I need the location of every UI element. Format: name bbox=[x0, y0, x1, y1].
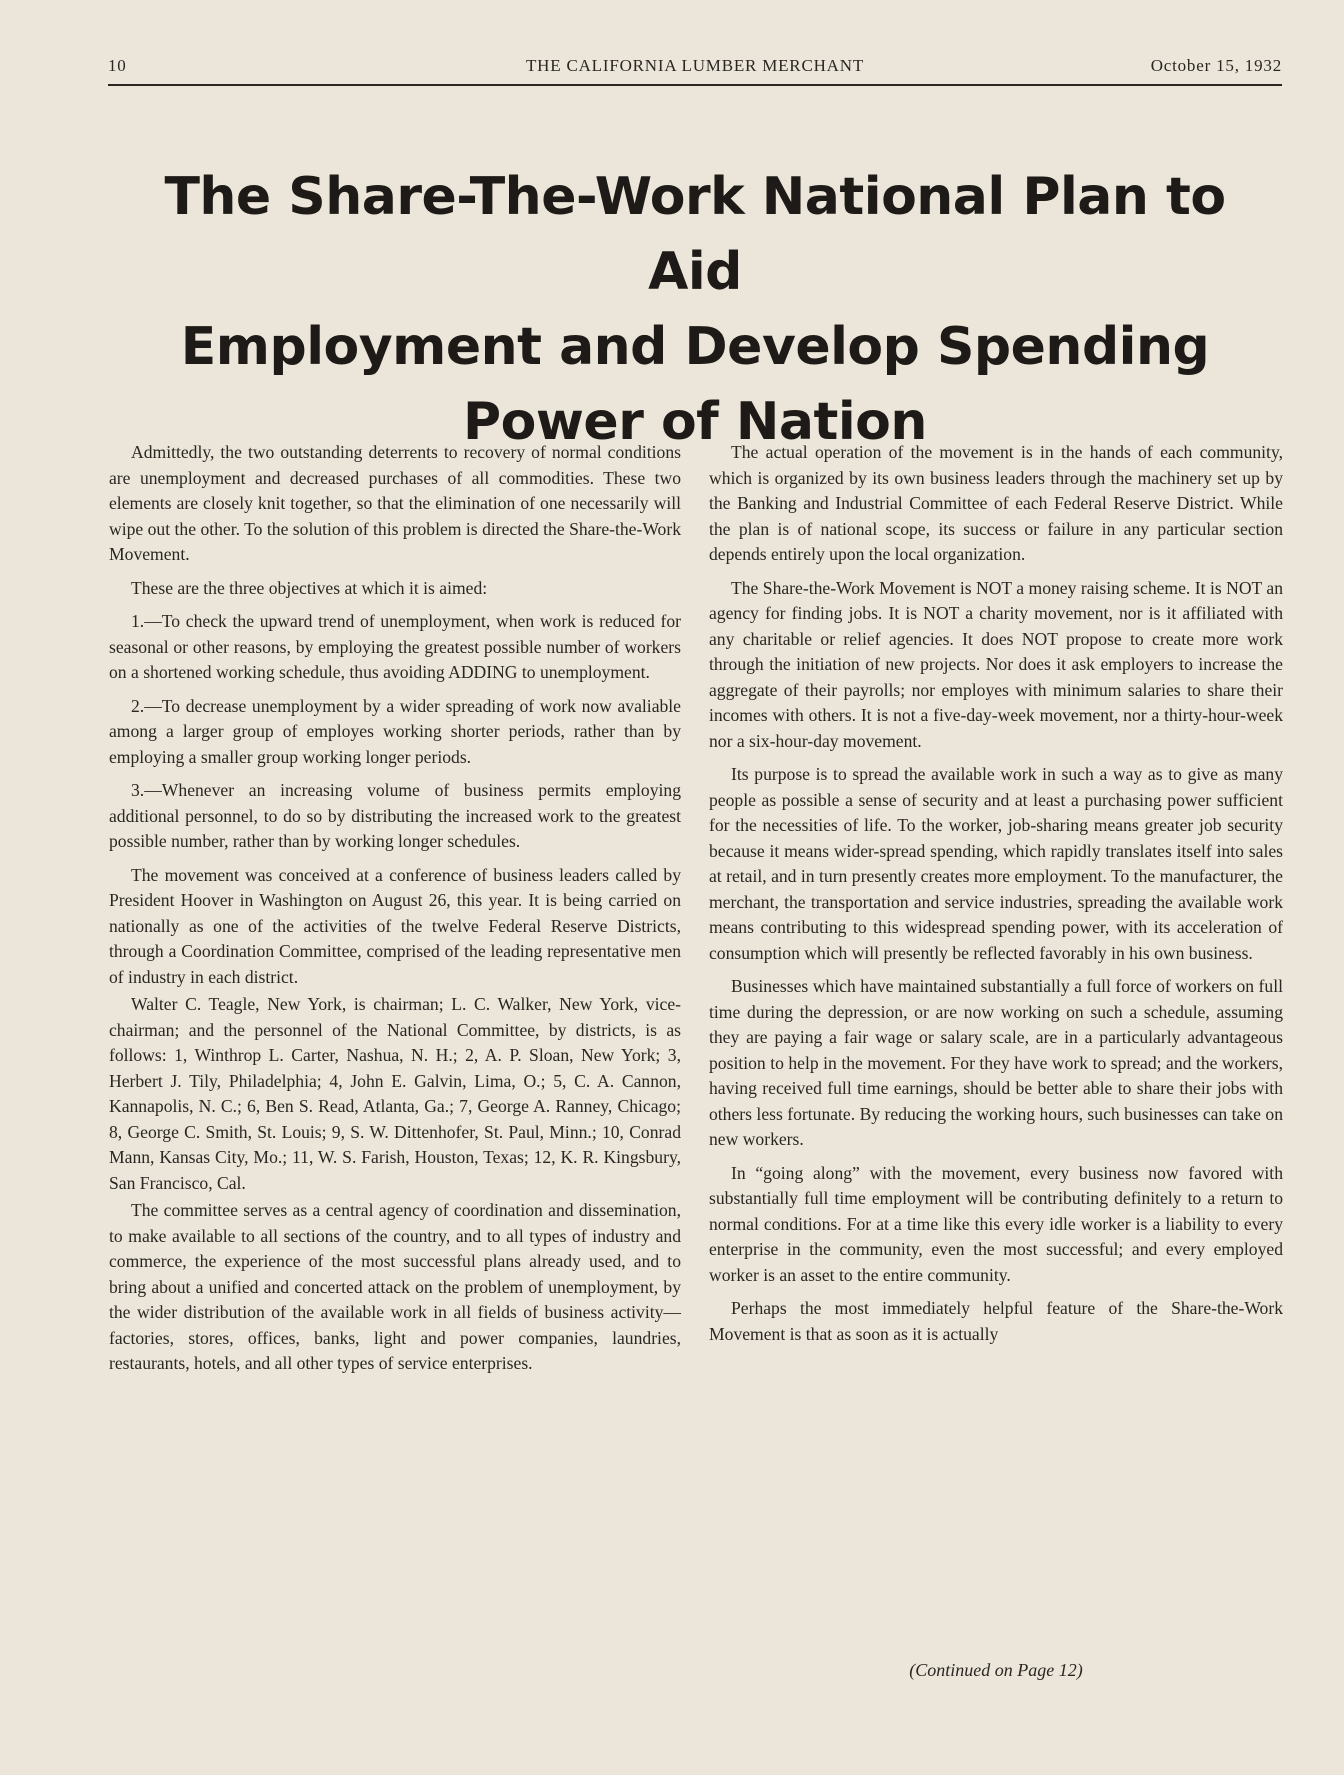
objective-item: 3.—Whenever an increasing volume of business permits employing additional personnel, to do so by distributing the increased work to the greatest possible number, rather than by working longer schedules. bbox=[109, 780, 681, 851]
objective-item: 1.—To check the upward trend of unemployment, when work is reduced for seasonal or other reasons, by employing the greatest possible number of workers on a shortened working schedule, thus avoiding ADDING to unemployment. bbox=[109, 611, 681, 682]
paragraph: Admittedly, the two outstanding deterrents to recovery of normal conditions are unemployment and decreased purchases of all commodities. These two elements are closely knit together, so that the elimination of one necessarily will wipe out the other. To the solution of this problem is directed the Share-the-Work Movement. bbox=[109, 442, 681, 564]
continued-note: (Continued on Page 12) bbox=[909, 1660, 1083, 1680]
paragraph: These are the three objectives at which it is aimed: bbox=[131, 577, 488, 598]
title-line: Power of Nation bbox=[463, 392, 927, 452]
title-line: The Share-The-Work National Plan to Aid bbox=[164, 167, 1226, 302]
paragraph: In “going along” with the movement, every business now favored with substantially full time employment will be contributing definitely to a return to normal conditions. For at a time like this every idle worker is a liability to every enterprise in the community, even the most successful; and every employed worker is an asset to the entire community. bbox=[709, 1162, 1283, 1285]
objective-item: 2.—To decrease unemployment by a wider spreading of work now avaliable among a larger group of employes working shorter periods, rather than by employing a smaller group working longer periods. bbox=[109, 695, 681, 767]
left-column bbox=[109, 440, 681, 1385]
publication-name: THE CALIFORNIA LUMBER MERCHANT bbox=[525, 56, 865, 75]
paragraph: Its purpose is to spread the available work in such a way as to give as many people as possible a sense of security and at least a purchasing power sufficient for the necessities of life. To the worker, job-sharing means greater job security because it means wider-spread spending, which rapidly translates itself into sales at retail, and in turn presently creates more employment. To the manufacturer, the merchant, the transportation and service industries, spreading the available work means contributing to this widespread spending power, with its acceleration of consumption which will presently be reflected favorably in his own business. bbox=[709, 764, 1283, 963]
article-title bbox=[120, 160, 1270, 460]
paragraph: Businesses which have maintained substantially a full force of workers on full time during the depression, or are now working on such a schedule, assuming they are paying a fair wage or salary scale, are in a particularly advantageous position to help in the movement. For they have work to spread; and the workers, having received full time earnings, should be better able to share their jobs with others less fortunate. By reducing the working hours, such businesses can take on new workers. bbox=[709, 976, 1283, 1149]
right-column bbox=[709, 440, 1283, 1355]
paragraph: The actual operation of the movement is in the hands of each community, which is organized by its own business leaders through the machinery set up by the Banking and Industrial Committee of each Federal Reserve District. While the plan is of national scope, its success or failure in any particular section depends entirely upon the local organization. bbox=[709, 442, 1283, 564]
running-header bbox=[108, 54, 1282, 86]
page-number: 10 bbox=[108, 56, 127, 75]
issue-date: October 15, 1932 bbox=[1150, 56, 1282, 75]
committee-list: Walter C. Teagle, New York, is chairman; L. C. Walker, New York, vice-chairman; and the personnel of the National Committee, by districts, is as follows: 1, Winthrop L. Carter, Nashua, N. H.; 2, A. P. Sloan, New York; 3, Herbert J. Tily, Philadelphia; 4, John E. Galvin, Lima, O.; 5, C. A. Cannon, Kannapolis, N. C.; 6, Ben S. Read, Atlanta, Ga.; 7, George A. Ranney, Chicago; 8, George C. Smith, St. Louis; 9, S. W. Dittenhofer, St. Paul, Minn.; 10, Conrad Mann, Kansas City, Mo.; 11, W. S. Farish, Houston, Texas; 12, K. R. Kingsbury, San Francisco, Cal. bbox=[109, 994, 681, 1193]
paragraph: Perhaps the most immediately helpful feature of the Share-the-Work Movement is that as soon as it is actually bbox=[709, 1298, 1283, 1344]
title-line: Employment and Develop Spending bbox=[180, 317, 1210, 377]
paragraph: The committee serves as a central agency of coordination and dissemination, to make available to all sections of the country, and to all types of industry and commerce, the experience of the most successful plans already used, and to bring about a unified and concerted attack on the problem of unemployment, by the wider distribution of the available work in all fields of business activity—factories, stores, offices, banks, light and power companies, laundries, restaurants, hotels, and all other types of service enterprises. bbox=[109, 1200, 681, 1373]
paragraph: The movement was conceived at a conference of business leaders called by President Hoover in Washington on August 26, this year. It is being carried on nationally as one of the activities of the twelve Federal Reserve Districts, through a Coordination Committee, comprised of the leading representative men of industry in each district. bbox=[109, 864, 681, 987]
paragraph: The Share-the-Work Movement is NOT a money raising scheme. It is NOT an agency for finding jobs. It is NOT a charity movement, nor is it affiliated with any charitable or relief agencies. It does NOT propose to create more work through the initiation of new projects. Nor does it ask employers to increase the aggregate of their payrolls; nor employes with minimum salaries to share their incomes with others. It is not a five-day-week movement, nor a thirty-hour-week nor a six-hour-day movement. bbox=[709, 577, 1283, 751]
